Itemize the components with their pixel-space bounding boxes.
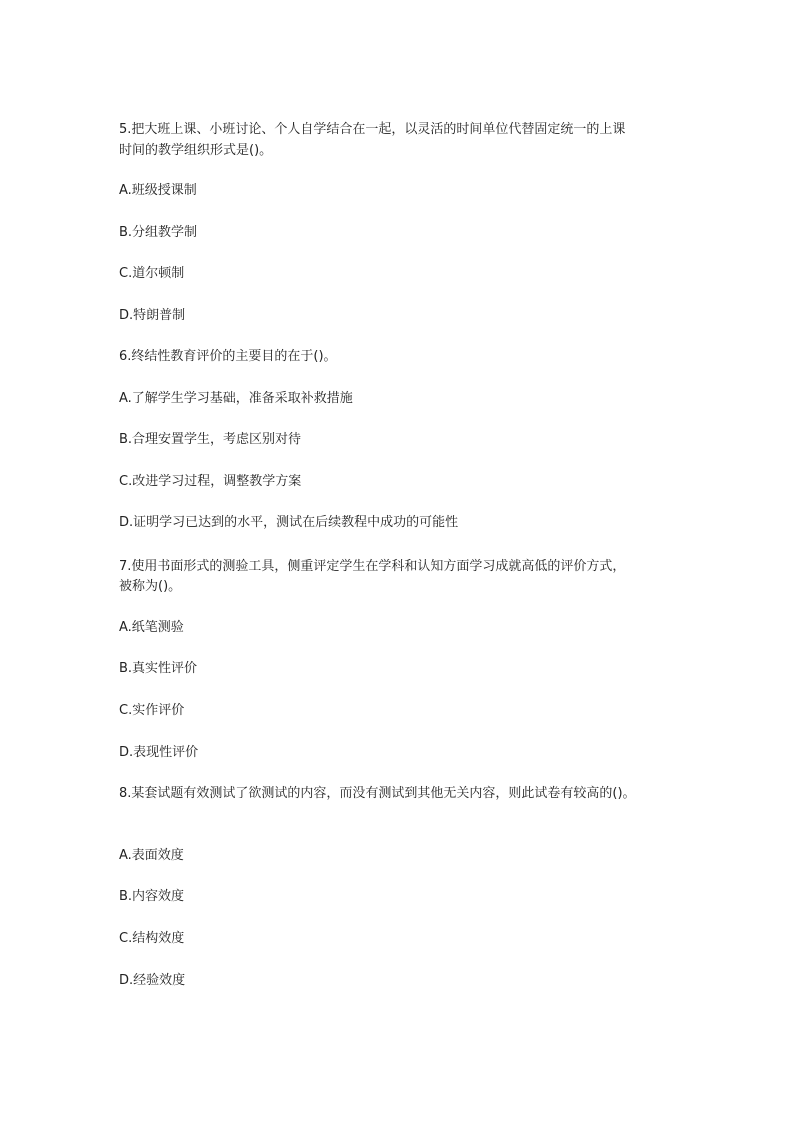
option-b: B.分组教学制: [119, 225, 198, 240]
question-stem-line: 5.把大班上课、小班讨论、个人自学结合在一起，以灵活的时间单位代替固定统一的上课: [119, 122, 626, 137]
option-c: C.实作评价: [119, 703, 185, 718]
question-stem-line: 8.某套试题有效测试了欲测试的内容，而没有测试到其他无关内容，则此试卷有较高的()。: [119, 786, 636, 801]
option-d: D.证明学习已达到的水平，测试在后续教程中成功的可能性: [119, 515, 459, 530]
option-c: C.结构效度: [119, 931, 185, 946]
option-a: A.纸笔测验: [119, 620, 184, 635]
option-d: D.经验效度: [119, 973, 186, 988]
option-a: A.表面效度: [119, 848, 184, 863]
question-stem-line: 时间的教学组织形式是()。: [119, 143, 273, 158]
option-c: C.道尔顿制: [119, 266, 185, 281]
option-d: D.特朗普制: [119, 308, 186, 323]
question-stem-line: 被称为()。: [119, 579, 182, 594]
option-a: A.班级授课制: [119, 183, 197, 198]
option-b: B.真实性评价: [119, 661, 198, 676]
question-stem-line: 7.使用书面形式的测验工具，侧重评定学生在学科和认知方面学习成就高低的评价方式，: [119, 559, 626, 574]
option-d: D.表现性评价: [119, 745, 199, 760]
option-c: C.改进学习过程，调整教学方案: [119, 474, 302, 489]
option-b: B.合理安置学生，考虑区别对待: [119, 432, 302, 447]
question-stem-line: 6.终结性教育评价的主要目的在于()。: [119, 349, 337, 364]
option-b: B.内容效度: [119, 889, 185, 904]
option-a: A.了解学生学习基础，准备采取补救措施: [119, 391, 353, 406]
